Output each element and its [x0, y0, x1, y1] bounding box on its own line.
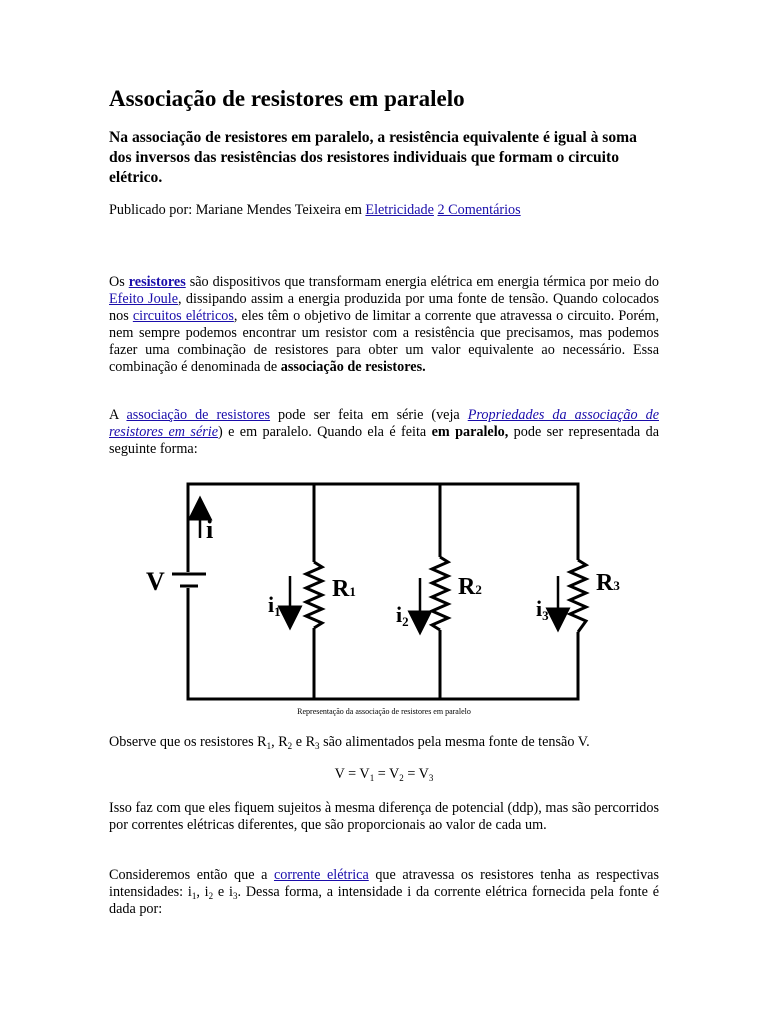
text: = V: [403, 766, 429, 782]
article-meta: [109, 201, 521, 219]
text: e i: [213, 884, 233, 900]
resistor-label: R2: [458, 574, 482, 600]
text: , R: [271, 734, 288, 750]
efeito-joule-link[interactable]: Efeito Joule: [109, 291, 178, 307]
corrente-eletrica-link[interactable]: corrente elétrica: [273, 867, 369, 883]
text: A: [109, 407, 127, 423]
bold-text: em paralelo,: [431, 424, 509, 440]
main-current-label: i: [206, 515, 214, 544]
circuit-wires: [188, 484, 578, 699]
propriedades-serie-link[interactable]: Propriedades da associação de resistores em série: [109, 407, 659, 440]
paragraph-currents: [109, 867, 659, 918]
bold-text: associação de resistores.: [280, 359, 426, 375]
text: são dispositivos que transformam energia elétrica em energia térmica por meio do: [185, 274, 659, 290]
text: pode ser feita em série (veja: [270, 407, 468, 423]
resistor-label: R1: [332, 576, 356, 602]
subscript: 3: [232, 891, 238, 901]
voltage-equation: [109, 766, 659, 783]
text: , dissipando assim a energia produzida por uma fonte de tensão. Quando colocados nos: [109, 291, 659, 324]
text: , i: [196, 884, 209, 900]
subscript: 2: [287, 741, 293, 751]
paragraph-ddp: Isso faz com que eles fiquem sujeitos à mesma diferença de potencial (ddp), mas são percorridos por correntes elétricas diferentes, que são proporcionais ao valor de cada um.: [109, 800, 659, 833]
resistores-link[interactable]: resistores: [128, 274, 186, 290]
article-lead: Na associação de resistores em paralelo, a resistência equivalente é igual à soma dos inversos das resistências dos resistores individuais que formam o circuito elétrico.: [109, 129, 637, 186]
subscript: 1: [369, 773, 375, 783]
branch-current-label: i1: [268, 592, 281, 619]
text: e R: [292, 734, 316, 750]
diagram-caption: Representação da associação de resistores em paralelo: [297, 707, 471, 716]
subscript: 1: [191, 891, 197, 901]
comments-link[interactable]: 2 Comentários: [437, 202, 521, 218]
text: ) e em paralelo. Quando ela é feita: [218, 424, 432, 440]
associacao-link[interactable]: associação de resistores: [126, 407, 271, 423]
subscript: 3: [315, 741, 320, 751]
text: Os: [109, 274, 129, 290]
text: . Dessa forma, a intensidade i da corrente elétrica fornecida pela fonte é dada por:: [109, 884, 659, 917]
subscript: 1: [266, 741, 272, 751]
resistor-label: R3: [596, 570, 620, 596]
paragraph-intro: [109, 274, 659, 376]
text: pode ser representada da seguinte forma:: [109, 424, 660, 457]
text: Consideremos então que a: [109, 867, 274, 883]
text: , eles têm o objetivo de limitar a corrente que atravessa o circuito. Porém, nem sempre podemos encontrar um resistor com a resistência que precisamos, mas podemos fazer uma combinação de resistores para obter um valor equivalente ao necessário. Essa combinação é denominada de: [109, 308, 659, 375]
paragraph-observe: [109, 734, 659, 751]
text: V = V: [334, 766, 370, 782]
text: Observe que os resistores R: [109, 734, 267, 750]
text: que atravessa os resistores tenha as respectivas intensidades: i: [109, 867, 659, 900]
meta-author: Publicado por: Mariane Mendes Teixeira em: [109, 202, 366, 218]
subscript: 3: [428, 773, 434, 783]
subscript: 2: [208, 891, 214, 901]
resistor-r2: [432, 557, 448, 630]
category-link[interactable]: Eletricidade: [365, 202, 434, 218]
branch-current-label: i3: [536, 596, 549, 623]
resistor-r1: [306, 562, 322, 628]
paragraph-association: [109, 407, 659, 458]
source-label: V: [146, 567, 165, 596]
text: são alimentados pela mesma fonte de tensão V.: [319, 734, 590, 750]
article-title: Associação de resistores em paralelo: [109, 86, 465, 111]
parallel-circuit-diagram: [140, 478, 620, 706]
circuitos-eletricos-link[interactable]: circuitos elétricos: [132, 308, 234, 324]
subscript: 2: [399, 773, 404, 783]
branch-current-label: i2: [396, 602, 409, 629]
text: = V: [374, 766, 400, 782]
